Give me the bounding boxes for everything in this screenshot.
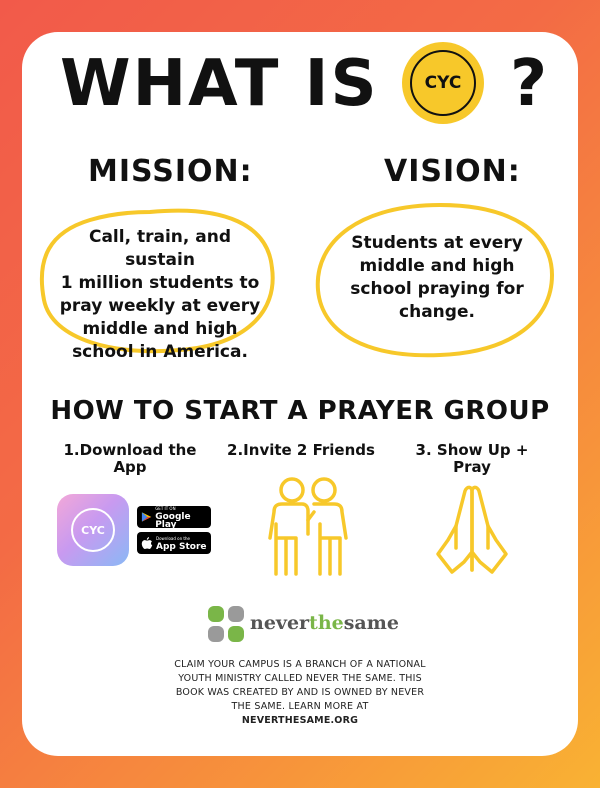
- step-1-line2: App: [113, 458, 147, 476]
- step-1-line1: 1.Download the: [63, 441, 197, 459]
- google-play-badge[interactable]: [137, 506, 211, 528]
- wordmark-never: never: [250, 612, 310, 634]
- never-the-same-logo-icon: [206, 604, 246, 644]
- two-friends-icon: [262, 474, 354, 578]
- mission-text: [52, 226, 268, 364]
- mission-line: Call, train, and sustain: [88, 227, 231, 270]
- logo-petal: [228, 626, 244, 642]
- praying-hands-icon: [434, 482, 510, 578]
- mission-line: pray weekly at every: [59, 296, 261, 316]
- page-title: WHAT IS: [60, 47, 379, 121]
- vision-line: change.: [399, 302, 475, 322]
- wordmark-same: same: [343, 612, 399, 634]
- mission-line: 1 million students to: [60, 273, 260, 293]
- mission-line: middle and high: [82, 319, 238, 339]
- google-play-big: Google Play: [155, 512, 191, 530]
- wordmark-the: the: [309, 612, 344, 634]
- vision-text: [332, 232, 542, 324]
- logo-petal: [208, 606, 224, 622]
- cyc-logo-text: CYC: [410, 50, 476, 116]
- vision-line: middle and high: [359, 256, 515, 276]
- footer-url[interactable]: NEVERTHESAME.ORG: [241, 715, 359, 726]
- google-play-small: GET IT ON: [155, 506, 176, 511]
- step-3-label: [402, 442, 542, 476]
- cyc-app-icon[interactable]: [57, 494, 129, 566]
- step-2-line1: 2.Invite 2 Friends: [227, 441, 375, 459]
- never-the-same-wordmark: [250, 612, 399, 634]
- google-play-icon: [141, 511, 152, 523]
- mission-line: school in America.: [72, 342, 248, 362]
- app-store-small: Download on the: [156, 536, 190, 541]
- step-1-label: [52, 442, 208, 476]
- logo-petal: [228, 606, 244, 622]
- app-icon-text: CYC: [71, 508, 115, 552]
- vision-line: Students at every: [351, 233, 523, 253]
- mission-heading: MISSION:: [88, 154, 253, 189]
- footer-body: CLAIM YOUR CAMPUS IS A BRANCH OF A NATIONAL YOUTH MINISTRY CALLED NEVER THE SAME. THIS BOOK WAS CREATED BY AND IS OWNED BY NEVER THE SAME. LEARN MORE AT: [174, 659, 426, 712]
- title-question-mark: ?: [510, 47, 548, 121]
- step-2-label: [216, 442, 386, 459]
- step-3-line1: 3. Show Up +: [415, 441, 529, 459]
- vision-line: school praying for: [350, 279, 524, 299]
- app-store-badge[interactable]: [137, 532, 211, 554]
- app-store-big: App Store: [156, 542, 207, 552]
- apple-icon: [141, 537, 153, 550]
- logo-petal: [208, 626, 224, 642]
- how-to-title: HOW TO START A PRAYER GROUP: [50, 396, 550, 426]
- footer-text: [170, 658, 430, 728]
- step-3-line2: Pray: [453, 458, 491, 476]
- vision-heading: VISION:: [384, 154, 521, 189]
